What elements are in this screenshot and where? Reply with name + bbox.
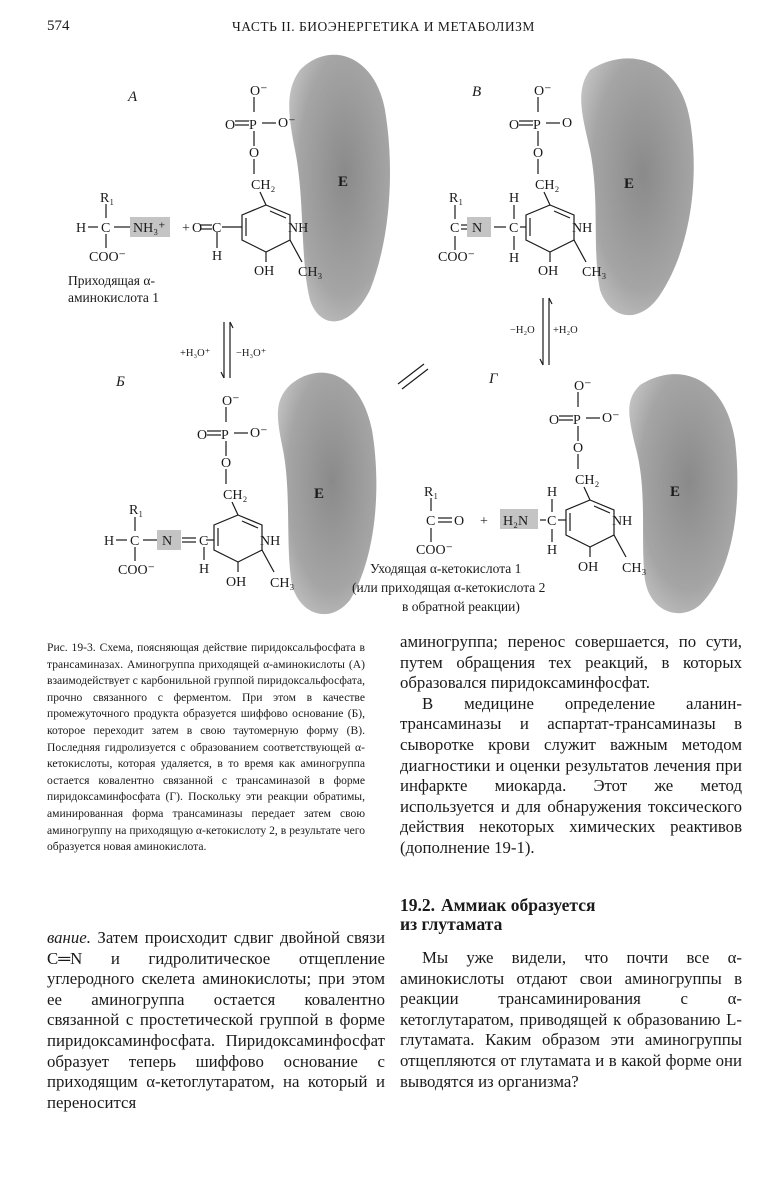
- atom-label: O: [192, 221, 203, 236]
- atom-label: H: [509, 251, 520, 266]
- atom-label: O⁻: [602, 411, 620, 426]
- atom-label: C: [101, 221, 111, 236]
- atom-label: NH: [612, 514, 633, 529]
- atom-label: O: [197, 428, 208, 443]
- panel-label-v: В: [472, 84, 482, 100]
- atom-label: CH₂: [575, 473, 600, 488]
- atom-label: NH: [572, 221, 593, 236]
- atom-label: O: [221, 456, 232, 471]
- left-text: Затем происходит сдвиг двойной связи C═N и гидролитическое отщепление углеродного скелета аминокислоты; при этом ее аминогруппа остается ковалентно связанной с простетической группой в форме пиридоксаминфосфата. Пиридоксаминфосфат образует теперь шиффово основание с приходящим α-кетоглутаратом, на который и переносится: [47, 928, 386, 1112]
- atom-label: C: [130, 534, 140, 549]
- enzyme-label-a: E: [338, 174, 349, 190]
- atom-label: P: [533, 118, 541, 133]
- outgoing-keto-l3: в обратной реакции): [402, 599, 520, 614]
- atom-label: H₂N: [503, 514, 529, 529]
- atom-label: O: [454, 514, 465, 529]
- arrow-label-ab-right: −H₃O⁺: [236, 348, 267, 359]
- atom-label: P: [249, 118, 257, 133]
- atom-label: OH: [538, 264, 559, 279]
- atom-label: +: [182, 221, 190, 236]
- atom-label: N: [162, 534, 173, 549]
- atom-label: R₁: [449, 191, 464, 206]
- caption-text: Схема, поясняющая действие пиридоксальфосфата в трансаминазах. Аминогруппа приходящей α-аминокислоты (А) взаимодействует с карбонильной группой пиридоксальфосфата, прочно связанного с ферментом. При этом в качестве промежуточного продукта образуется шиффово основание (Б), которое переходит затем в свою таутомерную форму (В). Последняя гидролизуется с образованием соответствующей α-кетокислоты, которая удаляется, в то время как аминогруппа остается ковалентно связанной с трансаминазой в форме пиридоксаминфосфата (Г). Поскольку эти реакции обратимы, аминированная форма трансаминазы передает затем свою аминогруппу на приходящую α-кетокислоту 2, в результате чего образуется новая аминокислота.: [47, 641, 366, 854]
- enzyme-label-v: E: [624, 176, 635, 192]
- atom-label: OH: [254, 264, 275, 279]
- atom-label: O⁻: [534, 84, 552, 99]
- atom-label: CH₃: [298, 265, 323, 280]
- atom-label: H: [212, 249, 223, 264]
- right-para-1: аминогруппа; перенос совершается, по сути, путем обращения тех реакций, в которых образовался пиридоксаминфосфат.: [400, 632, 742, 693]
- atom-label: OH: [578, 560, 599, 575]
- atom-label: N: [472, 221, 483, 236]
- left-column: [47, 928, 385, 1113]
- section-number: 19.2.: [400, 895, 435, 915]
- section-title-line1: Аммиак образуется: [441, 895, 596, 915]
- panel-label-b: Б: [116, 374, 125, 390]
- atom-label: C: [509, 221, 519, 236]
- atom-label: H: [199, 562, 210, 577]
- atom-label: CH₂: [223, 488, 248, 503]
- atom-label: O: [225, 118, 236, 133]
- atom-label: NH: [288, 221, 309, 236]
- arrow-label-vg-right: +H₂O: [553, 325, 578, 336]
- atom-label: OH: [226, 575, 247, 590]
- atom-label: COO⁻: [416, 543, 453, 558]
- atom-label: CH₂: [535, 178, 560, 193]
- atom-label: O⁻: [222, 394, 240, 409]
- enzyme-label-b: E: [314, 486, 325, 502]
- atom-label: CH₃: [270, 576, 295, 591]
- atom-label: H: [76, 221, 87, 236]
- section-heading: [400, 896, 730, 934]
- atom-label: R₁: [100, 191, 115, 206]
- atom-label: O⁻: [250, 84, 268, 99]
- outgoing-keto-l2: (или приходящая α-кетокислота 2: [352, 580, 546, 595]
- atom-label: NH₃⁺: [133, 221, 166, 236]
- figure-caption: [47, 640, 365, 856]
- atom-label: O⁻: [278, 116, 296, 131]
- atom-label: O: [509, 118, 520, 133]
- enzyme-label-g: E: [670, 484, 681, 500]
- arrow-label-ab-left: +H₃O⁺: [180, 348, 211, 359]
- panel-label-a: А: [128, 89, 138, 105]
- atom-label: P: [573, 413, 581, 428]
- right-para-3: Мы уже видели, что почти все α-аминокислоты отдают свои аминогруппы в реакции трансаминирования с α-кетоглутаратом, приводящей к образованию L-глутамата. Каким образом эти аминогруппы отщепляются от глутамата и в какой форме они выводятся из организма?: [400, 948, 742, 1091]
- atom-label: C: [426, 514, 436, 529]
- atom-label: P: [221, 428, 229, 443]
- atom-label: +: [480, 514, 488, 529]
- page-number: 574: [47, 18, 70, 34]
- right-column: [400, 632, 742, 859]
- atom-label: CH₃: [582, 265, 607, 280]
- running-head: ЧАСТЬ II. БИОЭНЕРГЕТИКА И МЕТАБОЛИЗМ: [232, 19, 535, 34]
- atom-label: COO⁻: [438, 250, 475, 265]
- atom-label: O: [573, 441, 584, 456]
- atom-label: R₁: [424, 485, 439, 500]
- atom-label: NH: [260, 534, 281, 549]
- right-column-section: [400, 948, 742, 1092]
- right-para-2: В медицине определение аланин-трансаминазы и аспартат-трансаминазы в сыворотке крови служит важным методом диагностики и оценки результатов лечения при инфаркте миокарда. Этот же метод используется и для обнаружения токсического действия некоторых химических реактивов (дополнение 19-1).: [400, 693, 742, 857]
- caption-lead: Рис. 19-3.: [47, 641, 96, 654]
- atom-label: O: [562, 116, 573, 131]
- outgoing-keto-l1: Уходящая α-кетокислота 1: [370, 561, 522, 576]
- atom-label: COO⁻: [118, 563, 155, 578]
- incoming-amino-acid-l2: аминокислота 1: [68, 290, 159, 305]
- atom-label: CH₃: [622, 561, 647, 576]
- atom-label: CH₂: [251, 178, 276, 193]
- atom-label: C: [450, 221, 460, 236]
- atom-label: H: [104, 534, 115, 549]
- atom-label: C: [547, 514, 557, 529]
- atom-label: H: [547, 543, 558, 558]
- arrow-label-vg-left: −H₂O: [510, 325, 535, 336]
- atom-label: O⁻: [574, 379, 592, 394]
- enzyme-blob-g: [629, 374, 737, 613]
- atom-label: O: [549, 413, 560, 428]
- section-title-line2: из глутамата: [400, 914, 503, 934]
- atom-label: COO⁻: [89, 250, 126, 265]
- atom-label: H: [509, 191, 520, 206]
- atom-label: O: [249, 146, 260, 161]
- left-lead-italic: вание.: [47, 928, 91, 947]
- atom-label: O⁻: [250, 426, 268, 441]
- panel-label-g: Г: [489, 371, 498, 387]
- atom-label: O: [533, 146, 544, 161]
- atom-label: R₁: [129, 503, 144, 518]
- atom-label: C: [212, 221, 222, 236]
- incoming-amino-acid-l1: Приходящая α-: [68, 273, 155, 288]
- atom-label: H: [547, 485, 558, 500]
- atom-label: C: [199, 534, 209, 549]
